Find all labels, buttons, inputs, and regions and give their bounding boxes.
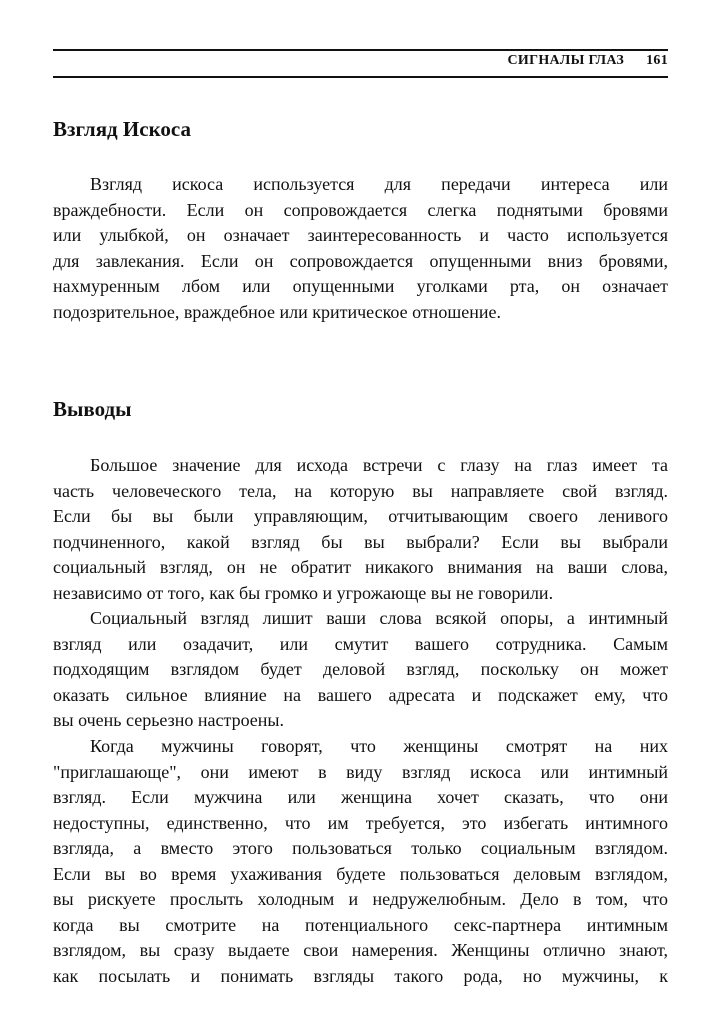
text-line: социальный взгляд, он не обратит никакого внимания на ваши слова,: [53, 557, 668, 577]
text-line: Социальный взгляд лишит ваши слова всякой опоры, а интимный: [90, 608, 668, 628]
paragraph: [53, 172, 668, 325]
text-line: "приглашающе", они имеют в виду взгляд искоса или интимный: [53, 761, 668, 782]
section-heading: Выводы: [53, 397, 132, 421]
text-line: недоступны, единственно, что им требуется, это избегать интимного: [53, 812, 668, 833]
text-line: для завлекания. Если он сопровождается опущенными вниз бровями,: [53, 250, 668, 271]
text-line: вы рискуете прослыть холодным и недружелюбным. Дело в том, что: [53, 889, 668, 909]
text-line: или улыбкой, он означает заинтересованность и часто используется: [53, 225, 668, 245]
text-line: оказать сильное влияние на вашего адресата и подскажет ему, что: [53, 684, 668, 705]
running-title: СИГНАЛЫ ГЛАЗ: [507, 53, 625, 68]
text-line: Если бы вы были управляющим, отчитывающим своего ленивого: [53, 506, 668, 526]
text-line: взгляда, а вместо этого пользоваться только социальным взглядом.: [53, 838, 668, 858]
text-line: независимо от того, как бы громко и угрожающе вы не говорили.: [53, 582, 554, 603]
text-line: как посылать и понимать взгляды такого рода, но мужчины, к: [53, 965, 668, 986]
paragraph: [53, 734, 668, 989]
text-line: когда вы смотрите на потенциального секс-партнера интимным: [53, 914, 668, 935]
text-line: Когда мужчины говорят, что женщины смотрят на них: [90, 736, 668, 756]
text-line: Если вы во время ухаживания будете пользоваться деловым взглядом,: [53, 863, 668, 884]
header-bottom-rule: [53, 76, 668, 78]
text-line: подходящим взглядом будет деловой взгляд, поскольку он может: [53, 659, 668, 679]
paragraph: [53, 606, 668, 734]
text-line: нахмуренным лбом или опущенными уголками рта, он означает: [53, 276, 668, 296]
text-line: Взгляд искоса используется для передачи интереса или: [90, 174, 668, 194]
text-line: враждебности. Если он сопровождается слегка поднятыми бровями: [53, 199, 668, 220]
paragraph: [53, 453, 668, 606]
page-number: 161: [646, 53, 668, 68]
running-header: [508, 53, 668, 69]
text-line: подозрительное, враждебное или критическое отношение.: [53, 301, 501, 322]
section-heading: Взгляд Искоса: [53, 117, 191, 141]
text-line: Большое значение для исхода встречи с глазу на глаз имеет та: [90, 455, 668, 475]
text-line: взгляд. Если мужчина или женщина хочет сказать, что они: [53, 787, 668, 807]
text-line: взглядом, вы сразу выдаете свои намерения. Женщины отлично знают,: [53, 940, 668, 960]
text-line: вы очень серьезно настроены.: [53, 710, 285, 730]
text-line: часть человеческого тела, на которую вы направляете свой взгляд.: [53, 480, 668, 501]
header-top-rule: [53, 49, 668, 51]
text-line: подчиненного, какой взгляд бы вы выбрали? Если вы выбрали: [53, 531, 668, 552]
text-line: взгляд или озадачит, или смутит вашего сотрудника. Самым: [53, 633, 668, 654]
